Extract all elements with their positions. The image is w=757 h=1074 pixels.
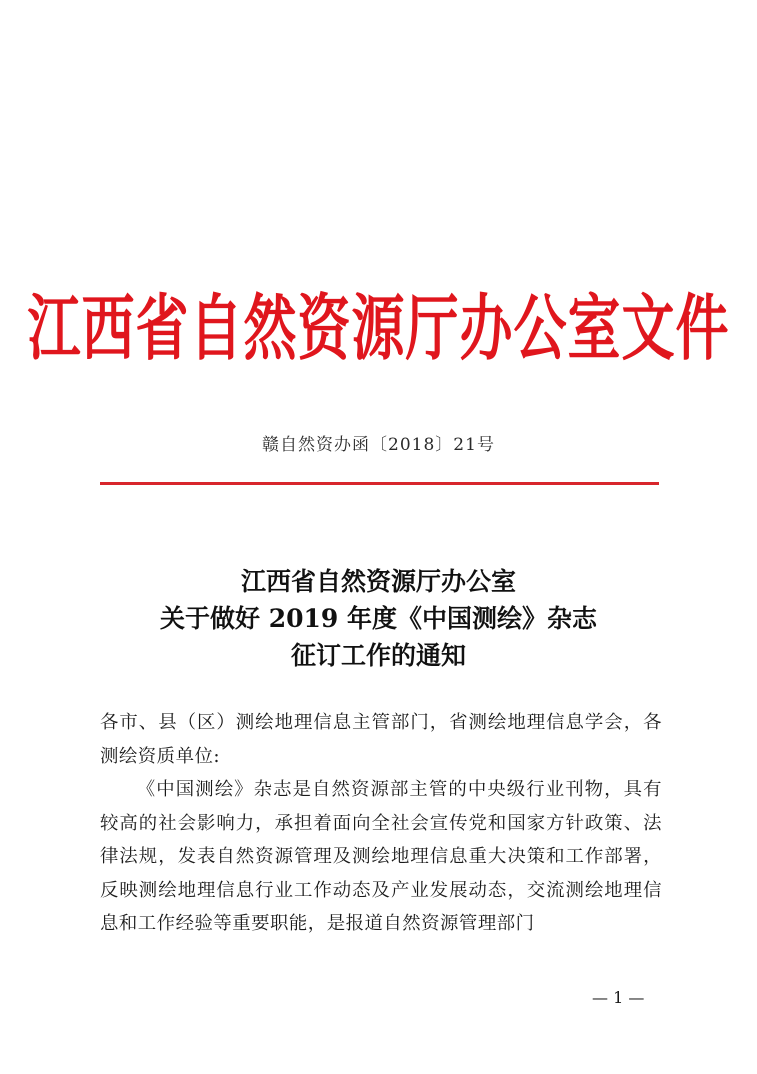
recipients-paragraph: 各市、县（区）测绘地理信息主管部门，省测绘地理信息学会，各测绘资质单位: (100, 712, 662, 767)
document-number: 赣自然资办函〔2018〕21号 (262, 435, 495, 455)
notice-body (100, 706, 662, 941)
red-divider-line (100, 482, 659, 485)
notice-title-line-3: 征订工作的通知 (290, 641, 466, 670)
notice-title-line-2: 关于做好 2019 年度《中国测绘》杂志 (160, 604, 597, 633)
notice-title (0, 563, 757, 674)
page-number: — 1 — (592, 988, 645, 1007)
issuer-header-title: 江西省自然资源厅办公室文件 (27, 286, 730, 371)
body-paragraph-1: 《中国测绘》杂志是自然资源部主管的中央级行业刊物，具有较高的社会影响力，承担着面向全社会宣传党和国家方针政策、法律法规，发表自然资源管理及测绘地理信息重大决策和工作部署，反映测绘地理信息行业工作动态及产业发展动态，交流测绘地理信息和工作经验等重要职能，是报道自然资源管理部门 (100, 779, 662, 934)
notice-title-line-1: 江西省自然资源厅办公室 (240, 567, 516, 596)
